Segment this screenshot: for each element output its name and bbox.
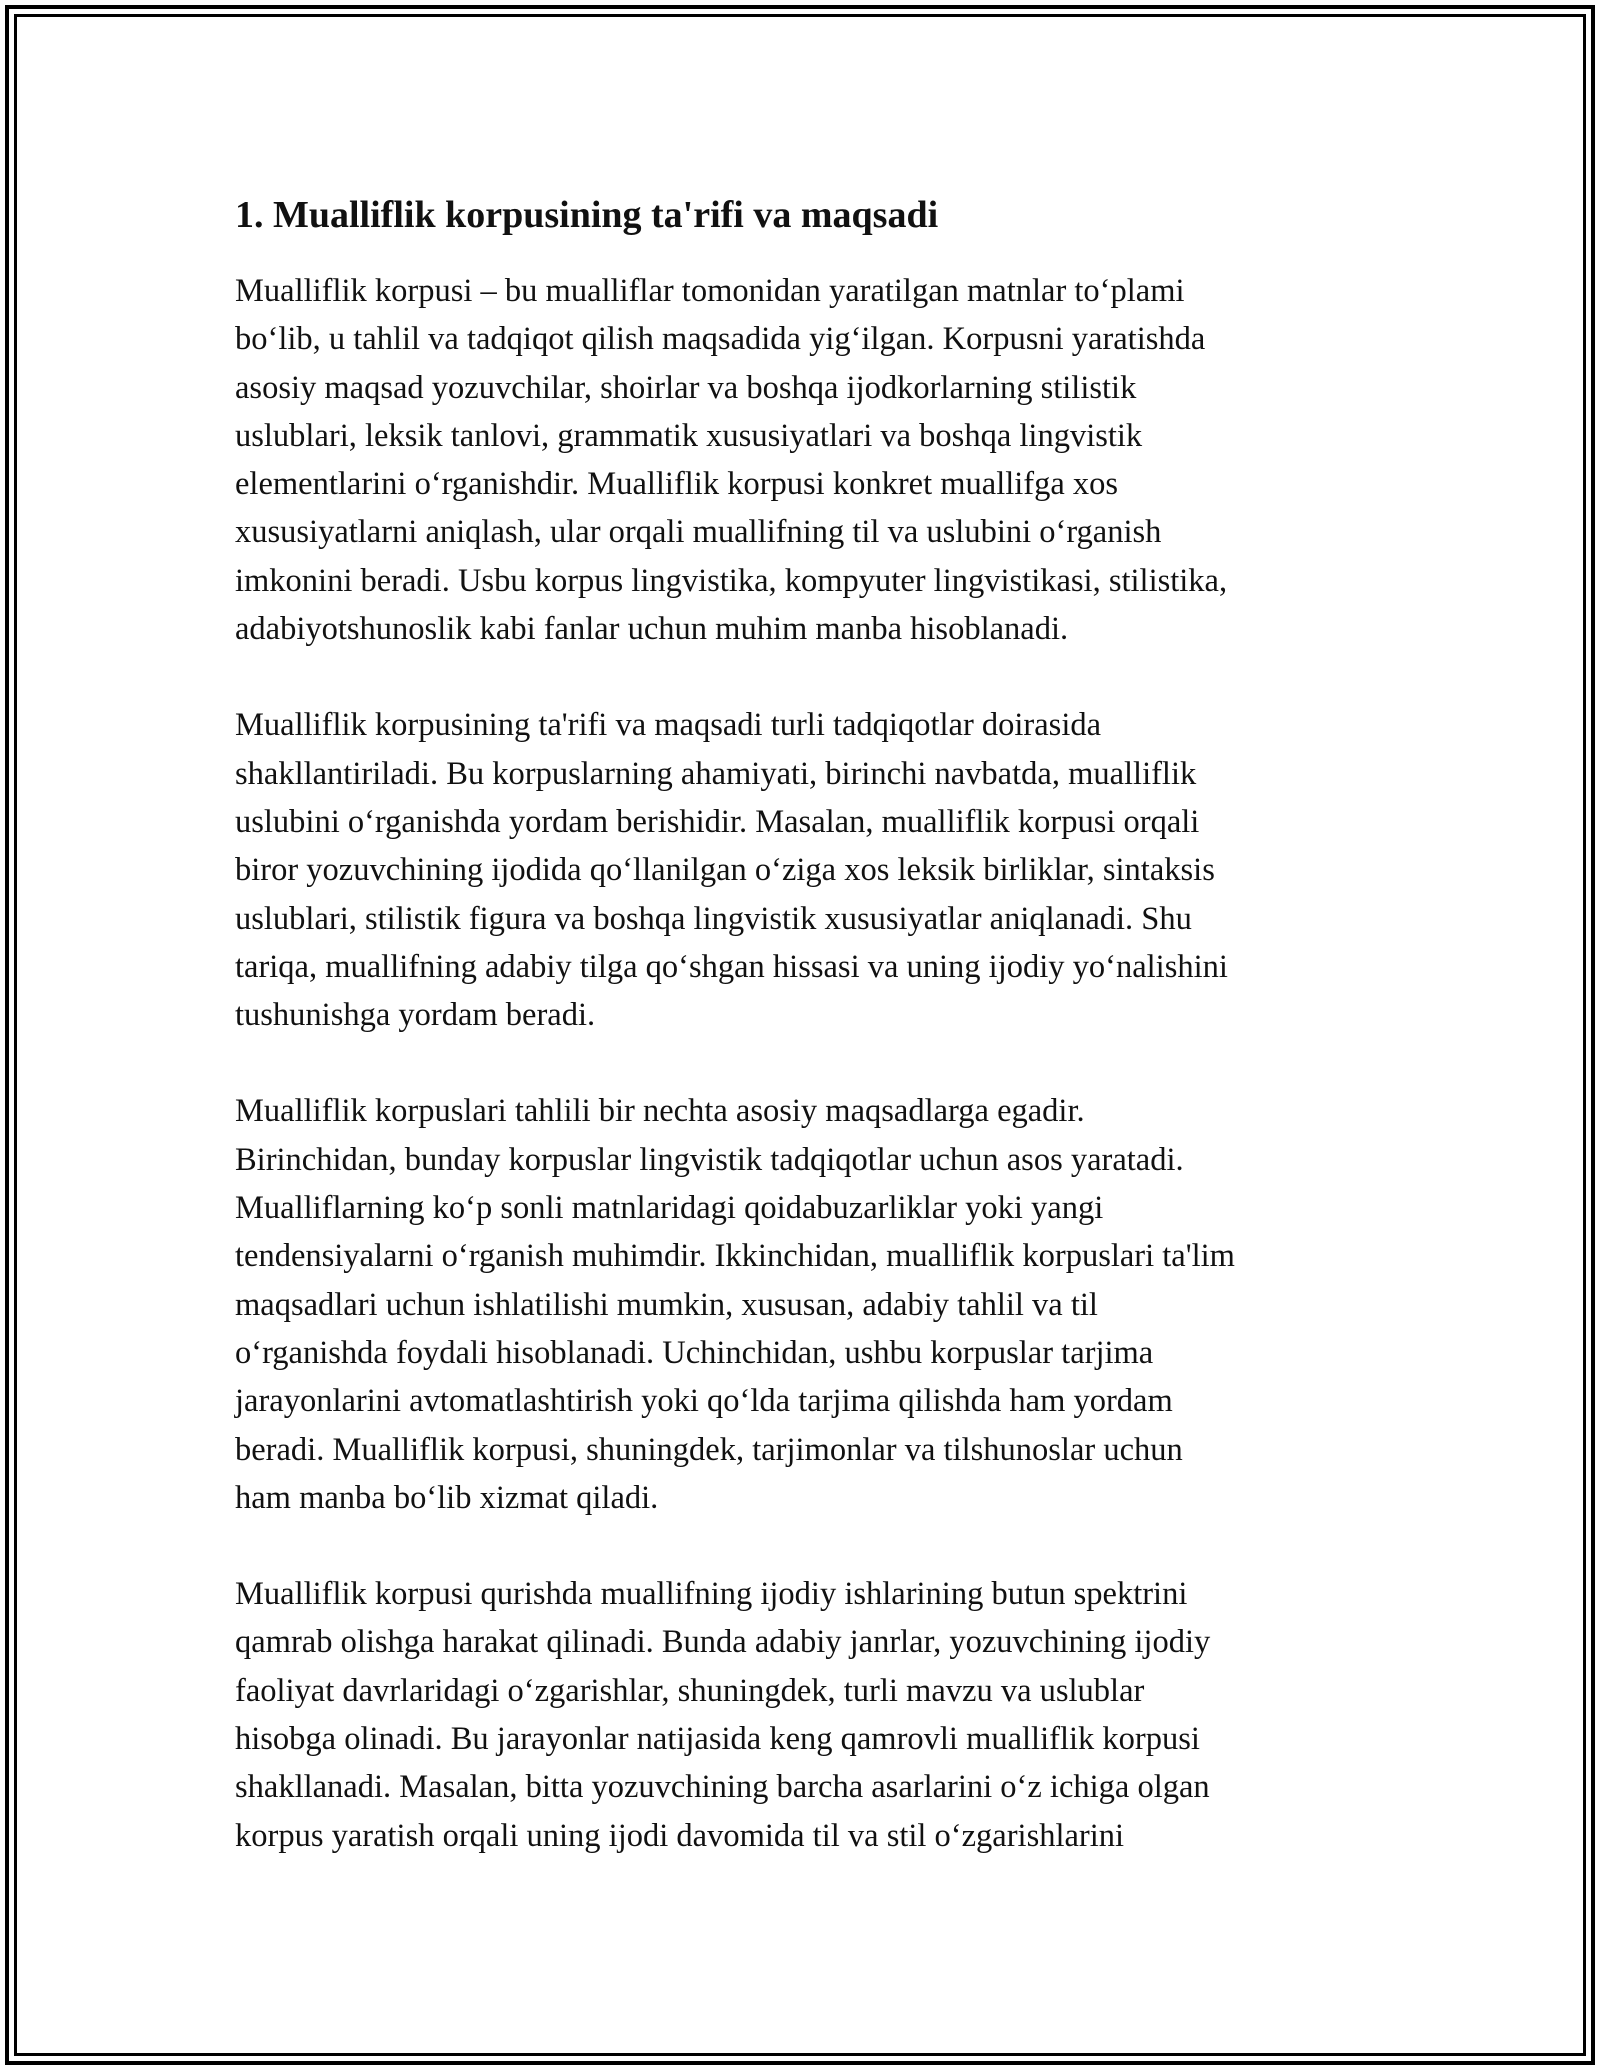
text-line: Mualliflik korpusining ta'rifi va maqsadi turli tadqiqotlar doirasida <box>235 707 1102 744</box>
text-line: uslubini o‘rganishda yordam berishidir. Masalan, mualliflik korpusi orqali <box>235 803 1200 840</box>
paragraph <box>235 1087 1385 1522</box>
document-body <box>235 185 1385 1908</box>
text-line: qamrab olishga harakat qilinadi. Bunda adabiy janrlar, yozuvchining ijodiy <box>235 1624 1211 1661</box>
text-line: Mualliflik korpusi qurishda muallifning ijodiy ishlarining butun spektrini <box>235 1576 1188 1613</box>
section-heading: 1. Mualliflik korpusining ta'rifi va maqsadi <box>235 194 939 236</box>
text-line: adabiyotshunoslik kabi fanlar uchun muhim manba hisoblanadi. <box>235 611 1069 648</box>
text-line: xususiyatlarni aniqlash, ular orqali muallifning til va uslubini o‘rganish <box>235 514 1162 551</box>
text-line: asosiy maqsad yozuvchilar, shoirlar va boshqa ijodkorlarning stilistik <box>235 369 1137 406</box>
paragraph <box>235 267 1385 653</box>
text-line: shakllantiriladi. Bu korpuslarning ahamiyati, birinchi navbatda, mualliflik <box>235 755 1197 792</box>
paragraph <box>235 701 1385 1039</box>
text-line: maqsadlari uchun ishlatilishi mumkin, xususan, adabiy tahlil va til <box>235 1286 1098 1323</box>
text-line: uslublari, leksik tanlovi, grammatik xususiyatlari va boshqa lingvistik <box>235 417 1143 454</box>
text-line: jarayonlarini avtomatlashtirish yoki qo‘lda tarjima qilishda ham yordam <box>235 1383 1173 1420</box>
text-line: shakllanadi. Masalan, bitta yozuvchining barcha asarlarini o‘z ichiga olgan <box>235 1769 1210 1806</box>
text-line: beradi. Mualliflik korpusi, shuningdek, tarjimonlar va tilshunoslar uchun <box>235 1431 1183 1468</box>
text-line: tushunishga yordam beradi. <box>235 997 596 1034</box>
text-line: imkonini beradi. Usbu korpus lingvistika, kompyuter lingvistikasi, stilistika, <box>235 562 1228 599</box>
paragraph <box>235 1570 1385 1860</box>
text-line: o‘rganishda foydali hisoblanadi. Uchinchidan, ushbu korpuslar tarjima <box>235 1334 1154 1371</box>
text-line: Mualliflik korpuslari tahlili bir nechta asosiy maqsadlarga egadir. <box>235 1093 1085 1130</box>
text-line: bo‘lib, u tahlil va tadqiqot qilish maqsadida yig‘ilgan. Korpusni yaratishda <box>235 321 1206 358</box>
text-line: korpus yaratish orqali uning ijodi davomida til va stil o‘zgarishlarini <box>235 1817 1125 1854</box>
text-line: Mualliflarning ko‘p sonli matnlaridagi qoidabuzarliklar yoki yangi <box>235 1190 1104 1227</box>
text-line: elementlarini o‘rganishdir. Mualliflik korpusi konkret muallifga xos <box>235 466 1119 503</box>
text-line: ham manba bo‘lib xizmat qiladi. <box>235 1479 659 1516</box>
paragraph-list <box>235 267 1385 1860</box>
text-line: faoliyat davrlaridagi o‘zgarishlar, shuningdek, turli mavzu va uslublar <box>235 1672 1145 1709</box>
text-line: hisobga olinadi. Bu jarayonlar natijasida keng qamrovli mualliflik korpusi <box>235 1721 1200 1758</box>
text-line: tendensiyalarni o‘rganish muhimdir. Ikkinchidan, mualliflik korpuslari ta'lim <box>235 1238 1235 1275</box>
text-line: uslublari, stilistik figura va boshqa lingvistik xususiyatlar aniqlanadi. Shu <box>235 900 1192 937</box>
text-line: Mualliflik korpusi – bu mualliflar tomonidan yaratilgan matnlar to‘plami <box>235 273 1185 309</box>
text-line: Birinchidan, bunday korpuslar lingvistik tadqiqotlar uchun asos yaratadi. <box>235 1141 1184 1178</box>
text-line: tariqa, muallifning adabiy tilga qo‘shgan hissasi va uning ijodiy yo‘nalishini <box>235 948 1228 985</box>
text-line: biror yozuvchining ijodida qo‘llanilgan o‘ziga xos leksik birliklar, sintaksis <box>235 852 1215 889</box>
